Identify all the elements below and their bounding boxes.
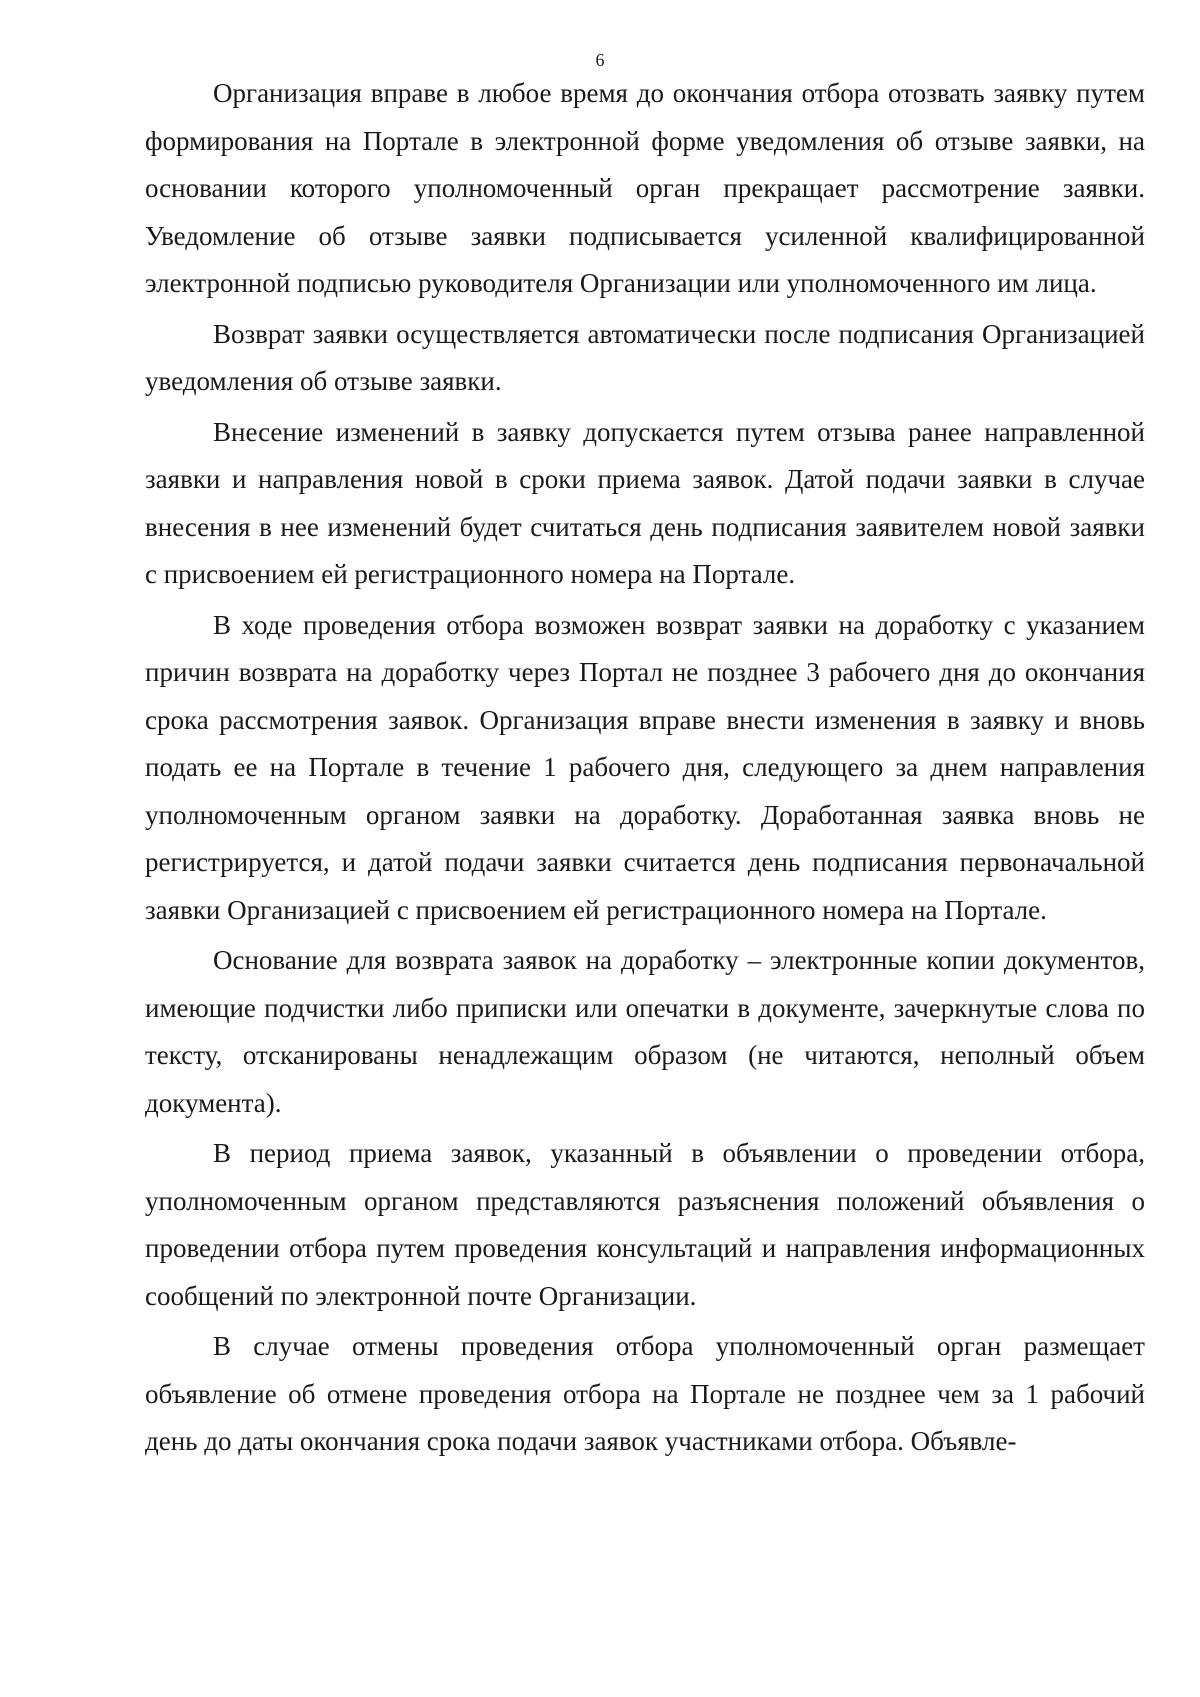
- page-number: 6: [595, 50, 605, 70]
- paragraph-withdrawal: Организация вправе в любое время до окончания отбора отозвать заявку путем формирования на Портале в электронной форме уведомления об отзыве заявки, на основании которого уполномоченный орган прекращает рассмотрение заявки. Уведомление об отзыве заявки подписывается усиленной квалифицированной электронной подписью руководителя Организации или уполномоченного им лица.: [145, 78, 1145, 298]
- body-text: [145, 70, 1145, 1469]
- paragraph-revision-grounds: Основание для возврата заявок на доработку – электронные копии документов, имеющие подчистки либо приписки или опечатки в документе, зачеркнутые слова по тексту, отсканированы ненадлежащим образом (не читаются, неполный объем документа).: [145, 945, 1145, 1118]
- paragraph-changes: Внесение изменений в заявку допускается путем отзыва ранее направленной заявки и направления новой в сроки приема заявок. Датой подачи заявки в случае внесения в нее изменений будет считаться день подписания заявителем новой заявки с присвоением ей регистрационного номера на Портале.: [145, 416, 1145, 589]
- paragraph-revision: В ходе проведения отбора возможен возврат заявки на доработку с указанием причин возврата на доработку через Портал не позднее 3 рабочего дня до окончания срока рассмотрения заявок. Организация вправе внести изменения в заявку и вновь подать ее на Портале в течение 1 рабочего дня, следующего за днем направления уполномоченным органом заявки на доработку. Доработанная заявка вновь не регистрируется, и датой подачи заявки считается день подписания первоначальной заявки Организацией с присвоением ей регистрационного номера на Портале.: [145, 609, 1145, 925]
- paragraph-clarifications: В период приема заявок, указанный в объявлении о проведении отбора, уполномоченным органом представляются разъяснения положений объявления о проведении отбора путем проведения консультаций и направления информационных сообщений по электронной почте Организации.: [145, 1138, 1145, 1311]
- paragraph-return: Возврат заявки осуществляется автоматически после подписания Организацией уведомления об отзыве заявки.: [145, 318, 1145, 396]
- paragraph-cancellation: В случае отмены проведения отбора уполномоченный орган размещает объявление об отмене проведения отбора на Портале не позднее чем за 1 рабочий день до даты окончания срока подачи заявок участниками отбора. Объявле-: [145, 1331, 1145, 1456]
